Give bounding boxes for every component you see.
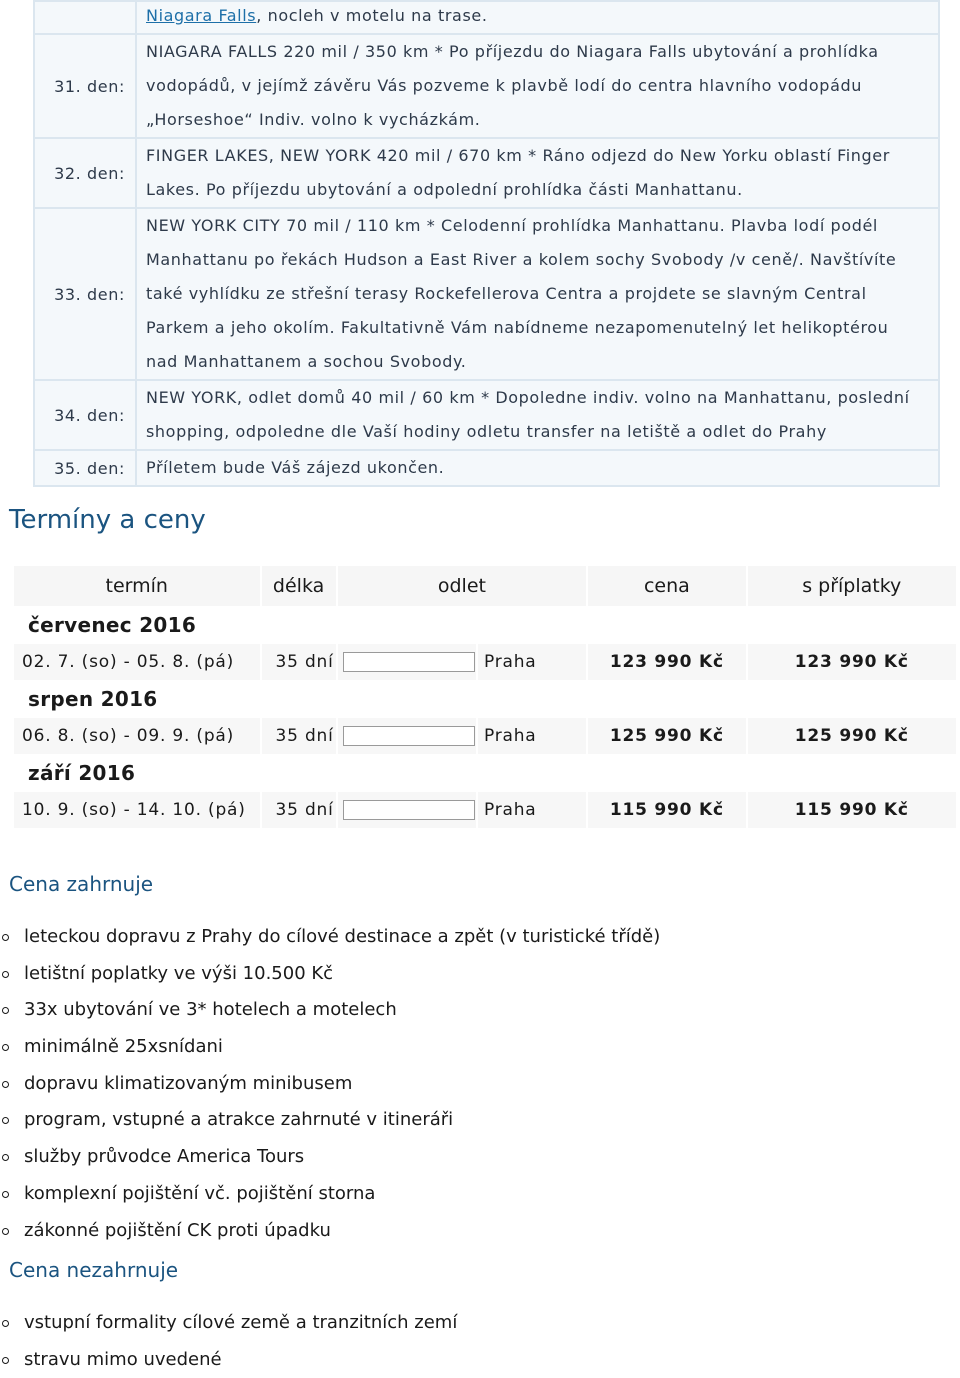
itinerary-day: 34. den:	[34, 380, 136, 450]
term-price: 123 990 Kč	[587, 644, 746, 680]
itinerary-text: NIAGARA FALLS 220 mil / 350 km * Po příjezdu do Niagara Falls ubytování a prohlídka	[146, 42, 879, 61]
term-departure: Praha	[477, 644, 587, 680]
term-departure: Praha	[477, 792, 587, 828]
departure-select[interactable]	[343, 726, 475, 746]
itinerary-day	[34, 1, 136, 34]
term-date: 06. 8. (so) - 09. 9. (pá)	[14, 718, 261, 754]
departure-select[interactable]	[343, 800, 475, 820]
list-item: letištní poplatky ve výši 10.500 Kč	[0, 956, 660, 993]
header-price-extra: s příplatky	[747, 566, 957, 606]
itinerary-table	[33, 0, 940, 487]
bullet-icon	[2, 934, 9, 941]
term-price: 125 990 Kč	[587, 718, 746, 754]
bullet-icon	[2, 1320, 9, 1327]
included-heading: Cena zahrnuje	[9, 872, 154, 896]
month-label: červenec 2016	[14, 606, 957, 644]
itinerary-day: 31. den:	[34, 34, 136, 138]
month-row	[14, 680, 957, 718]
month-label: září 2016	[14, 754, 957, 792]
term-price-extra: 123 990 Kč	[747, 644, 957, 680]
itinerary-text: , nocleh v motelu na trase.	[256, 6, 488, 25]
term-length: 35 dní	[261, 792, 337, 828]
header-departure: odlet	[337, 566, 588, 606]
list-item: dopravu klimatizovaným minibusem	[0, 1066, 660, 1103]
itinerary-text: NEW YORK, odlet domů 40 mil / 60 km * Dopoledne indiv. volno na Manhattanu, poslední	[146, 388, 910, 407]
bullet-icon	[2, 1228, 9, 1235]
itinerary-row	[34, 34, 939, 138]
bullet-icon	[2, 1357, 9, 1364]
itinerary-text: shopping, odpoledne dle Vaší hodiny odletu transfer na letiště a odlet do Prahy	[146, 422, 827, 441]
list-item: leteckou dopravu z Prahy do cílové destinace a zpět (v turistické třídě)	[0, 919, 660, 956]
header-term: termín	[14, 566, 261, 606]
itinerary-day: 32. den:	[34, 138, 136, 208]
list-item: vstupní formality cílové země a tranzitních zemí	[0, 1305, 457, 1342]
term-price: 115 990 Kč	[587, 792, 746, 828]
terms-table-body	[14, 566, 958, 828]
itinerary-row	[34, 380, 939, 450]
term-row	[14, 644, 957, 680]
itinerary-text: také vyhlídku ze střešní terasy Rockefellerova Centra a projdete se slavným Central	[146, 284, 867, 303]
term-row	[14, 718, 957, 754]
niagara-falls-link[interactable]: Niagara Falls	[146, 6, 257, 25]
itinerary-text: Parkem a jeho okolím. Fakultativně Vám nabídneme nezapomenutelný let helikoptérou	[146, 318, 889, 337]
term-departure: Praha	[477, 718, 587, 754]
itinerary-day: 33. den:	[34, 208, 136, 380]
list-item: program, vstupné a atrakce zahrnuté v itineráři	[0, 1102, 660, 1139]
bullet-icon	[2, 971, 9, 978]
term-date: 10. 9. (so) - 14. 10. (pá)	[14, 792, 261, 828]
itinerary-text: FINGER LAKES, NEW YORK 420 mil / 670 km * Ráno odjezd do New Yorku oblastí Finger	[146, 146, 890, 165]
month-label: srpen 2016	[14, 680, 957, 718]
itinerary-row	[34, 1, 939, 34]
included-list	[0, 919, 660, 1249]
excluded-heading: Cena nezahrnuje	[9, 1258, 179, 1282]
bullet-icon	[2, 1081, 9, 1088]
list-item: zákonné pojištění CK proti úpadku	[0, 1213, 660, 1250]
list-item: služby průvodce America Tours	[0, 1139, 660, 1176]
bullet-icon	[2, 1154, 9, 1161]
excluded-list	[0, 1305, 457, 1378]
term-date: 02. 7. (so) - 05. 8. (pá)	[14, 644, 261, 680]
itinerary-text: Lakes. Po příjezdu ubytování a odpolední prohlídka části Manhattanu.	[146, 180, 743, 199]
list-item: stravu mimo uvedené	[0, 1342, 457, 1378]
itinerary-text: Manhattanu po řekách Hudson a East River a kolem sochy Svobody /v ceně/. Navštívíte	[146, 250, 897, 269]
list-item: 33x ubytování ve 3* hotelech a motelech	[0, 992, 660, 1029]
itinerary-text: „Horseshoe“ Indiv. volno k vycházkám.	[146, 110, 481, 129]
itinerary-row	[34, 138, 939, 208]
bullet-icon	[2, 1117, 9, 1124]
term-row	[14, 792, 957, 828]
term-length: 35 dní	[261, 718, 337, 754]
term-price-extra: 125 990 Kč	[747, 718, 957, 754]
month-row	[14, 754, 957, 792]
header-price: cena	[587, 566, 746, 606]
itinerary-text: NEW YORK CITY 70 mil / 110 km * Celodenní prohlídka Manhattanu. Plavba lodí podél	[146, 216, 878, 235]
bullet-icon	[2, 1007, 9, 1014]
itinerary-text: nad Manhattanem a sochou Svobody.	[146, 352, 467, 371]
month-row	[14, 606, 957, 644]
list-item: minimálně 25xsnídani	[0, 1029, 660, 1066]
itinerary-row	[34, 208, 939, 380]
itinerary-text: vodopádů, v jejímž závěru Vás pozveme k plavbě lodí do centra hlavního vodopádu	[146, 76, 862, 95]
itinerary-text: Příletem bude Váš zájezd ukončen.	[146, 458, 445, 477]
itinerary-day: 35. den:	[34, 450, 136, 486]
itinerary-row	[34, 450, 939, 486]
term-price-extra: 115 990 Kč	[747, 792, 957, 828]
list-item: komplexní pojištění vč. pojištění storna	[0, 1176, 660, 1213]
bullet-icon	[2, 1191, 9, 1198]
terms-header-row	[14, 566, 957, 606]
header-length: délka	[261, 566, 337, 606]
term-length: 35 dní	[261, 644, 337, 680]
bullet-icon	[2, 1044, 9, 1051]
departure-select[interactable]	[343, 652, 475, 672]
terms-heading: Termíny a ceny	[9, 505, 206, 535]
